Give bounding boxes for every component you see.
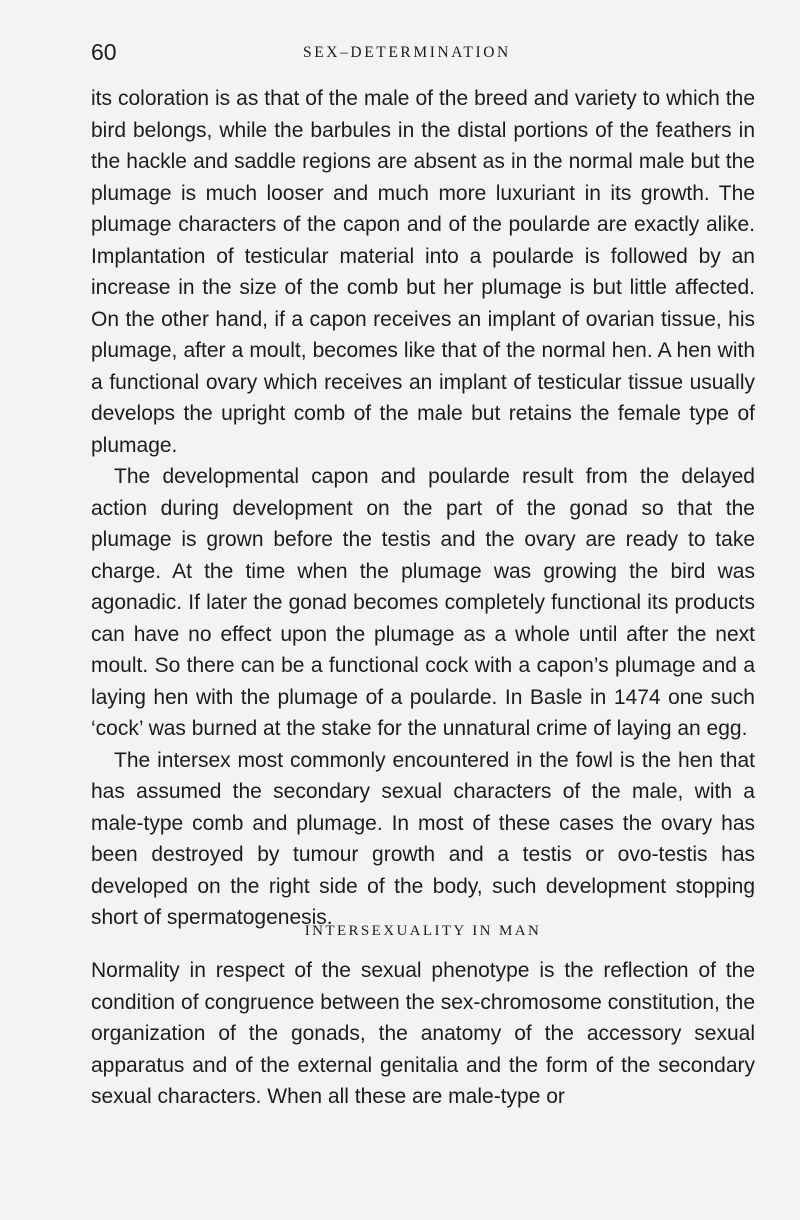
body-text (91, 83, 755, 934)
running-head (91, 38, 755, 66)
paragraph-continued: its coloration is as that of the male of the breed and variety to which the bird belongs, while the barbules in the distal portions of the feathers in the hackle and saddle regions are absent as in the normal male but the plumage is much looser and much more luxuriant in its growth. The plumage characters of the capon and of the poularde are exactly alike. Implantation of testicular material into a poularde is followed by an increase in the size of the comb but her plumage is but little affected. On the other hand, if a capon receives an implant of ovarian tissue, his plumage, after a moult, becomes like that of the normal hen. A hen with a functional ovary which receives an implant of testicular tissue usually develops the upright comb of the male but retains the female type of plumage. (91, 87, 755, 457)
section-heading: INTERSEXUALITY IN MAN (304, 923, 542, 939)
paragraph-developmental-capon: The developmental capon and poularde result from the delayed action during development on the part of the gonad so that the plumage is grown before the testis and the ovary are ready to take charge. At the time when the plumage was growing the bird was agonadic. If later the gonad becomes completely functional its products can have no effect upon the plumage as a whole until after the next moult. So there can be a functional cock with a capon’s plumage and a laying hen with the plumage of a poularde. In Basle in 1474 one such ‘cock’ was burned at the stake for the unnatural crime of laying an egg. (91, 465, 755, 740)
running-title: SEX–DETERMINATION (303, 44, 511, 61)
section-body-text (91, 955, 755, 1113)
page-number: 60 (91, 39, 117, 65)
paragraph-intersex-fowl: The intersex most commonly encountered in the fowl is the hen that has assumed the secondary sexual characters of the male, with a male-type comb and plumage. In most of these cases the ovary has been destroyed by tumour growth and a testis or ovo-testis has developed on the right side of the body, such development stopping short of spermatogenesis. (91, 748, 755, 929)
paragraph-normality: Normality in respect of the sexual phenotype is the reflection of the condition of congruence between the sex-chromosome constitution, the organization of the gonads, the anatomy of the accessory sexual apparatus and of the external genitalia and the form of the secondary sexual characters. When all these are male-type or (91, 959, 755, 1108)
